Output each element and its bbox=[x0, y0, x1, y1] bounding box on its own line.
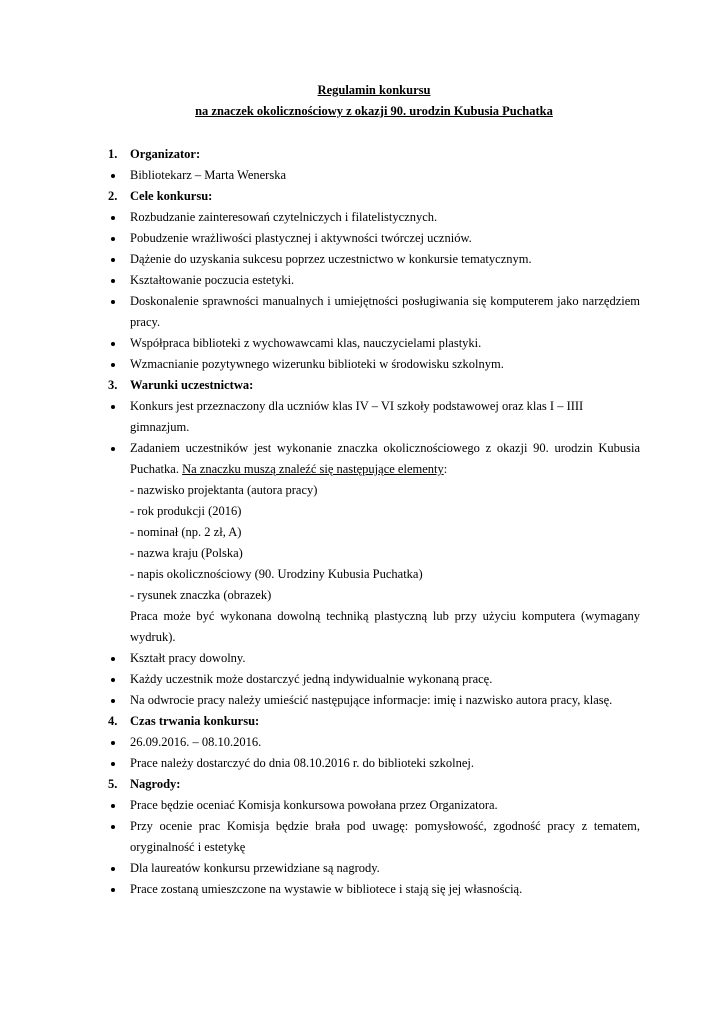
list-item: 26.09.2016. – 08.10.2016. bbox=[108, 732, 640, 753]
stamp-element-item: - nominał (np. 2 zł, A) bbox=[130, 525, 242, 539]
section-duration-heading bbox=[108, 711, 640, 732]
bullet-icon bbox=[111, 816, 133, 829]
section-conditions-heading bbox=[108, 375, 640, 396]
list-item: Kształt pracy dowolny. bbox=[108, 648, 640, 669]
document-title: Regulamin konkursu bbox=[317, 83, 431, 97]
bullet-icon bbox=[111, 354, 133, 367]
bullet-icon bbox=[111, 648, 133, 661]
section-number: 2. bbox=[108, 189, 118, 203]
required-elements-note: Na znaczku muszą znaleźć się następujące elementy bbox=[182, 462, 444, 476]
bullet-icon bbox=[111, 165, 133, 178]
section-heading: Cele konkursu: bbox=[130, 189, 213, 203]
document-subtitle: na znaczek okolicznościowy z okazji 90. urodzin Kubusia Puchatka bbox=[195, 104, 553, 118]
list-item: Wzmacnianie pozytywnego wizerunku biblioteki w środowisku szkolnym. bbox=[108, 354, 640, 375]
bullet-icon bbox=[111, 270, 133, 283]
bullet-icon bbox=[111, 690, 133, 703]
list-item: Prace zostaną umieszczone na wystawie w bibliotece i stają się jej własnością. bbox=[108, 879, 640, 900]
bullet-icon bbox=[111, 753, 133, 766]
list-item: Pobudzenie wrażliwości plastycznej i aktywności twórczej uczniów. bbox=[108, 228, 640, 249]
bullet-icon bbox=[111, 795, 133, 808]
bullet-icon bbox=[111, 291, 133, 304]
section-goals-heading bbox=[108, 186, 640, 207]
bullet-icon bbox=[111, 858, 133, 871]
section-number: 5. bbox=[108, 777, 118, 791]
list-item: Każdy uczestnik może dostarczyć jedną indywidualnie wykonaną pracę. bbox=[108, 669, 640, 690]
section-heading: Organizator: bbox=[130, 147, 201, 161]
section-prizes-heading bbox=[108, 774, 640, 795]
list-item: Zadaniem uczestników jest wykonanie znaczka okolicznościowego z okazji 90. urodzin Kubusia Puchatka. Na znaczku muszą znaleźć się następujące elementy: bbox=[108, 438, 640, 480]
section-organizer-heading bbox=[108, 144, 640, 165]
bullet-icon bbox=[111, 228, 133, 241]
bullet-icon bbox=[111, 732, 133, 745]
stamp-element-item: - rok produkcji (2016) bbox=[130, 504, 242, 518]
section-heading: Czas trwania konkursu: bbox=[130, 714, 260, 728]
list-item: Kształtowanie poczucia estetyki. bbox=[108, 270, 640, 291]
stamp-element-item: - nazwa kraju (Polska) bbox=[130, 546, 243, 560]
bullet-icon bbox=[111, 333, 133, 346]
bullet-icon bbox=[111, 438, 133, 451]
bullet-icon bbox=[111, 669, 133, 682]
list-item: Prace będzie oceniać Komisja konkursowa powołana przez Organizatora. bbox=[108, 795, 640, 816]
stamp-element-item: - rysunek znaczka (obrazek) bbox=[130, 588, 272, 602]
technique-note: Praca może być wykonana dowolną techniką plastyczną lub przy użyciu komputera (wymagany wydruk). bbox=[130, 609, 640, 644]
document-page bbox=[108, 80, 640, 900]
list-item: Dążenie do uzyskania sukcesu poprzez uczestnictwo w konkursie tematycznym. bbox=[108, 249, 640, 270]
stamp-element-item: - nazwisko projektanta (autora pracy) bbox=[130, 483, 318, 497]
list-item: Rozbudzanie zainteresowań czytelniczych i filatelistycznych. bbox=[108, 207, 640, 228]
list-item: Prace należy dostarczyć do dnia 08.10.2016 r. do biblioteki szkolnej. bbox=[108, 753, 640, 774]
list-item: Dla laureatów konkursu przewidziane są nagrody. bbox=[108, 858, 640, 879]
list-item: Na odwrocie pracy należy umieścić następujące informacje: imię i nazwisko autora pracy, klasę. bbox=[108, 690, 640, 711]
section-number: 4. bbox=[108, 714, 118, 728]
bullet-icon bbox=[111, 207, 133, 220]
section-number: 1. bbox=[108, 147, 118, 161]
list-item: Doskonalenie sprawności manualnych i umiejętności posługiwania się komputerem jako narzędziem pracy. bbox=[108, 291, 640, 333]
list-item: Współpraca biblioteki z wychowawcami klas, nauczycielami plastyki. bbox=[108, 333, 640, 354]
list-item: Przy ocenie prac Komisja będzie brała pod uwagę: pomysłowość, zgodność pracy z tematem, oryginalność i estetykę bbox=[108, 816, 640, 858]
section-number: 3. bbox=[108, 378, 118, 392]
section-heading: Nagrody: bbox=[130, 777, 181, 791]
bullet-icon bbox=[111, 249, 133, 262]
bullet-icon bbox=[111, 396, 133, 409]
list-item: Konkurs jest przeznaczony dla uczniów klas IV – VI szkoły podstawowej oraz klas I – IIII gimnazjum. bbox=[108, 396, 640, 438]
list-item: Bibliotekarz – Marta Wenerska bbox=[108, 165, 640, 186]
bullet-icon bbox=[111, 879, 133, 892]
section-heading: Warunki uczestnictwa: bbox=[130, 378, 254, 392]
stamp-element-item: - napis okolicznościowy (90. Urodziny Kubusia Puchatka) bbox=[130, 567, 423, 581]
